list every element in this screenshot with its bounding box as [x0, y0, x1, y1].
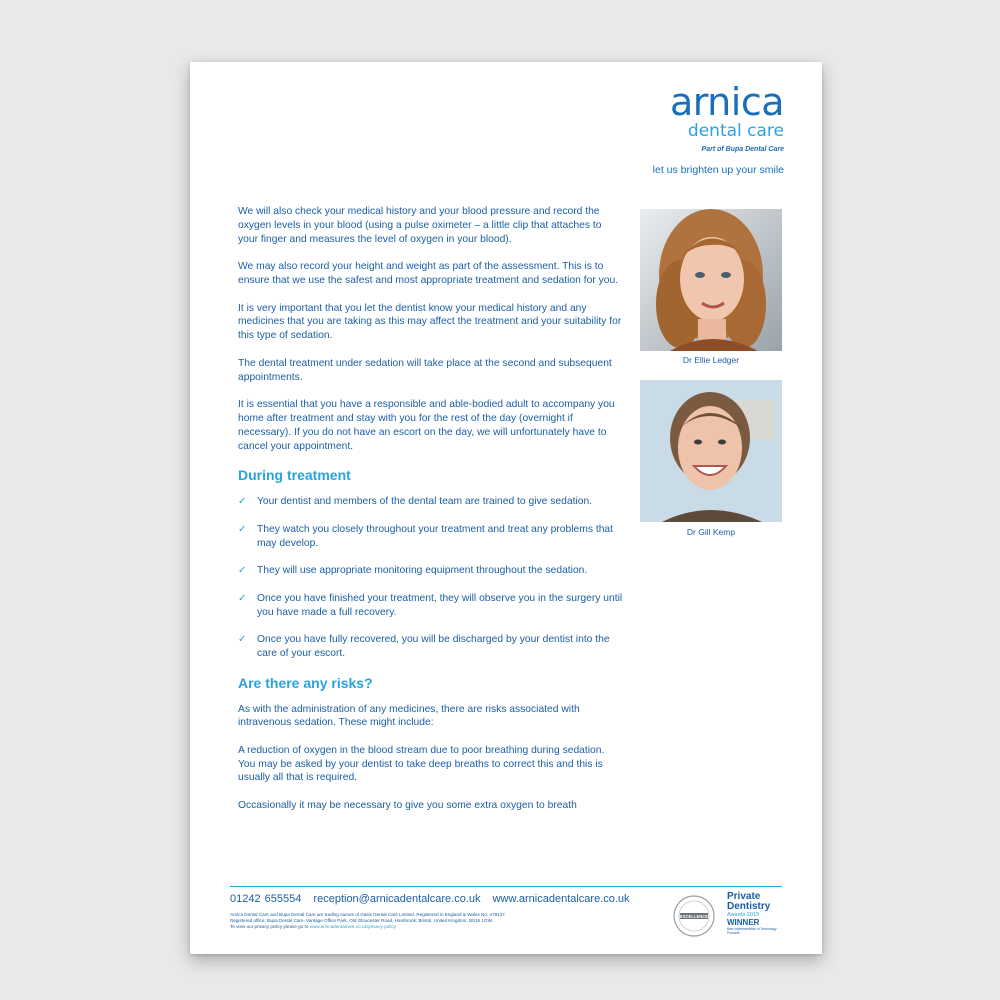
intro-paragraph: It is essential that you have a responsible and able-bodied adult to accompany you home after treatment and stay with you for the rest of the day (overnight if necessary). If you do not have an escort on the day, we will unfortunately have to cancel your appointment. — [238, 399, 615, 452]
main-content — [238, 205, 624, 827]
dentist-caption: Dr Ellie Ledger — [682, 355, 740, 365]
phone-number[interactable]: 01242 655554 — [230, 893, 302, 905]
legal-text — [230, 912, 660, 931]
during-treatment-heading: During treatment — [238, 467, 351, 484]
checkmark-icon: ✓ — [238, 634, 247, 646]
privacy-text: To view our privacy policy please go to — [230, 924, 309, 930]
award-winner: WINNER — [727, 918, 760, 927]
list-item-text: Once you have fully recovered, you will be discharged by your dentist into the care of your escort. — [257, 634, 610, 659]
award-line: Awards 2019 — [727, 912, 760, 918]
intro-paragraph: We will also check your medical history and your blood pressure and record the oxygen levels in your blood (using a pulse oximeter – a little clip that attaches to your finger and measures the level of oxygen in your blood). — [238, 206, 602, 245]
award-category: Best Implementation of Technology Products — [727, 927, 777, 935]
logo-subtitle: dental care — [687, 121, 784, 141]
award-line: Private — [727, 891, 761, 902]
checkmark-icon: ✓ — [238, 592, 247, 604]
logo-name: arnica — [669, 80, 784, 124]
intro-paragraph: It is very important that you let the dentist know your medical history and any medicines that you are taking as this may affect the treatment and your suitability for this type of sedation. — [238, 302, 622, 342]
logo-part-of: Part of Bupa Dental Care — [701, 146, 784, 153]
footer-divider — [230, 886, 782, 887]
list-item-text: Your dentist and members of the dental team are trained to give sedation. — [257, 496, 593, 508]
website-link[interactable]: www.arnicadentalcare.co.uk — [492, 893, 630, 905]
list-item — [238, 592, 624, 620]
checkmark-icon: ✓ — [238, 496, 247, 508]
during-treatment-list — [238, 495, 624, 661]
legal-line — [230, 924, 660, 930]
intro-paragraph: We may also record your height and weight as part of the assessment. This is to ensure that we use the safest and most appropriate treatment and sedation for you. — [238, 261, 619, 286]
private-dentistry-award — [727, 892, 787, 935]
badge-text: EXCELLENCE — [679, 913, 709, 919]
list-item — [238, 564, 624, 578]
footer-contact — [230, 893, 638, 905]
risks-paragraph: Occasionally it may be necessary to give you some extra oxygen to breath — [238, 800, 577, 812]
dentist-photo-gill — [640, 380, 782, 522]
arnica-logo — [670, 82, 784, 153]
intro-paragraph: The dental treatment under sedation will take place at the second and subsequent appointments. — [238, 357, 612, 383]
dentist-caption: Dr Gill Kemp — [686, 527, 736, 537]
privacy-link[interactable]: www.arnicadentalcare.co.uk/privacy-policy — [309, 924, 396, 930]
dentist-photo-ellie — [640, 209, 782, 351]
list-item — [238, 633, 624, 661]
risks-paragraph: A reduction of oxygen in the blood stream due to poor breathing during sedation. You may be asked by your dentist to take deep breaths to correct this and this is usually all that is required. — [238, 744, 605, 784]
checkmark-icon: ✓ — [238, 523, 247, 535]
risks-heading: Are there any risks? — [238, 674, 373, 691]
tagline: let us brighten up your smile — [652, 164, 784, 176]
excellence-badge — [672, 894, 716, 938]
legal-line: Registered office: Bupa Dental Care, Vantage Office Park, Old Gloucester Road, Hambrook, Bristol, United Kingdom, BS16 1GW. — [230, 918, 493, 924]
risks-paragraph: As with the administration of any medicines, there are risks associated with intravenous sedation. These might include: — [238, 703, 580, 729]
award-line: Dentistry — [727, 901, 771, 912]
checkmark-icon: ✓ — [238, 565, 247, 577]
list-item-text: Once you have finished your treatment, they will observe you in the surgery until you have made a full recovery. — [257, 592, 623, 618]
list-item-text: They will use appropriate monitoring equipment throughout the sedation. — [257, 565, 588, 577]
list-item-text: They watch you closely throughout your treatment and treat any problems that may develop. — [257, 523, 614, 549]
list-item — [238, 495, 624, 509]
email-link[interactable]: reception@arnicadentalcare.co.uk — [313, 893, 481, 905]
list-item — [238, 523, 624, 551]
legal-line: Arnica Dental Care and Bupa Dental Care are trading names of Oasis Dental Care Limited. Registered in England & Wales No: 478127. — [230, 912, 507, 917]
document-page — [190, 62, 822, 954]
